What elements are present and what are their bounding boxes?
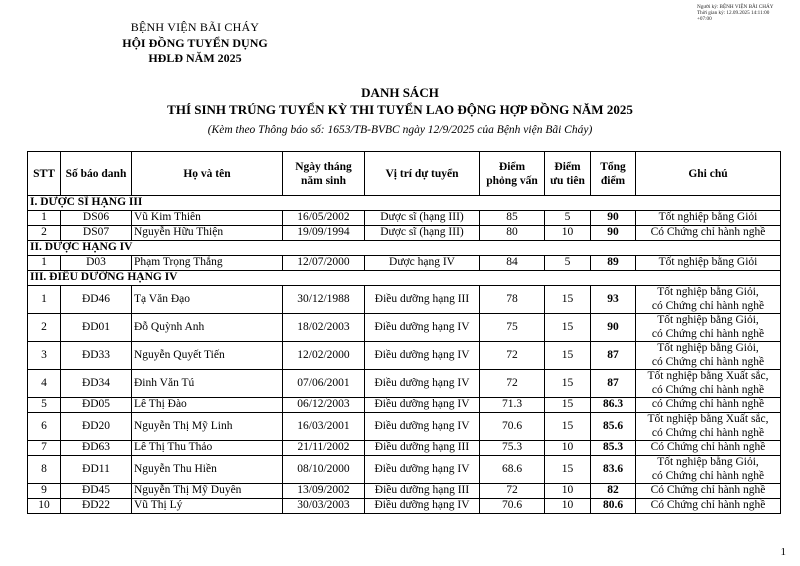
section-title: I. DƯỢC SĨ HẠNG III (28, 196, 781, 211)
council-year: HĐLĐ NĂM 2025 (148, 51, 242, 65)
table-header-row (28, 152, 781, 196)
row-sbd: DS06 (61, 211, 132, 226)
header-dob: Ngày tháng năm sinh (283, 152, 365, 196)
row-priority: 15 (545, 286, 591, 314)
row-priority: 15 (545, 342, 591, 370)
row-stt: 1 (28, 211, 61, 226)
header-interview: Điểm phỏng vấn (480, 152, 545, 196)
row-stt: 9 (28, 484, 61, 499)
row-note-line-1: Tốt nghiệp bằng Giỏi (658, 211, 758, 224)
table-row (28, 441, 781, 456)
row-priority: 15 (545, 413, 591, 441)
row-sbd: ĐD46 (61, 286, 132, 314)
section-row (28, 196, 781, 211)
row-priority: 10 (545, 226, 591, 241)
hospital-name: BỆNH VIỆN BÃI CHÁY (130, 20, 260, 34)
table-row (28, 226, 781, 241)
row-dob: 07/06/2001 (283, 370, 365, 398)
row-interview: 70.6 (480, 413, 545, 441)
row-stt: 5 (28, 398, 61, 413)
row-sbd: ĐD11 (61, 456, 132, 484)
row-note-line-1: Có Chứng chỉ hành nghề (650, 226, 766, 239)
header-sbd: Số báo danh (61, 152, 132, 196)
row-interview: 72 (480, 342, 545, 370)
row-priority: 10 (545, 484, 591, 499)
row-name: Nguyễn Thị Mỹ Duyên (132, 484, 283, 499)
row-position: Điều dưỡng hạng III (365, 286, 480, 314)
row-name: Lê Thị Thu Thảo (132, 441, 283, 456)
row-note (636, 286, 781, 314)
row-note (636, 456, 781, 484)
row-interview: 78 (480, 286, 545, 314)
table-row (28, 499, 781, 514)
row-position: Điều dưỡng hạng IV (365, 456, 480, 484)
row-name: Tạ Văn Đạo (132, 286, 283, 314)
row-dob: 12/02/2000 (283, 342, 365, 370)
header-priority: Điểm ưu tiên (545, 152, 591, 196)
row-interview: 80 (480, 226, 545, 241)
row-sbd: ĐD05 (61, 398, 132, 413)
row-dob: 16/03/2001 (283, 413, 365, 441)
document-title (0, 84, 800, 139)
row-note (636, 211, 781, 226)
row-note (636, 342, 781, 370)
row-interview: 75.3 (480, 441, 545, 456)
row-name: Phạm Trọng Thắng (132, 256, 283, 271)
row-note (636, 370, 781, 398)
row-total: 93 (591, 286, 636, 314)
row-total: 80.6 (591, 499, 636, 514)
row-total: 89 (591, 256, 636, 271)
row-sbd: ĐD63 (61, 441, 132, 456)
row-note-line-1: có Chứng chỉ hành nghề (651, 398, 765, 411)
row-note-line-1: Có Chứng chỉ hành nghề (650, 484, 766, 497)
row-stt: 8 (28, 456, 61, 484)
row-position: Điều dưỡng hạng III (365, 484, 480, 499)
row-interview: 70.6 (480, 499, 545, 514)
row-total: 85.3 (591, 441, 636, 456)
row-position: Điều dưỡng hạng IV (365, 398, 480, 413)
row-priority: 10 (545, 441, 591, 456)
row-dob: 30/12/1988 (283, 286, 365, 314)
row-note (636, 256, 781, 271)
row-total: 90 (591, 211, 636, 226)
row-name: Nguyễn Thị Mỹ Linh (132, 413, 283, 441)
row-note-line-1: Có Chứng chỉ hành nghề (650, 441, 766, 454)
row-total: 85.6 (591, 413, 636, 441)
row-note-line-1: Có Chứng chỉ hành nghề (650, 499, 766, 512)
row-stt: 10 (28, 499, 61, 514)
title-subtitle: (Kèm theo Thông báo số: 1653/TB-BVBC ngày 12/9/2025 của Bệnh viện Bãi Cháy) (207, 124, 593, 136)
row-note-line-1: Tốt nghiệp bằng Xuất sắc, (647, 370, 769, 382)
row-total: 90 (591, 314, 636, 342)
row-position: Điều dưỡng hạng IV (365, 370, 480, 398)
table-row (28, 314, 781, 342)
table-row (28, 256, 781, 271)
row-name: Lê Thị Đào (132, 398, 283, 413)
title-line-1: DANH SÁCH (361, 85, 439, 100)
table-row (28, 342, 781, 370)
row-total: 87 (591, 370, 636, 398)
table-row (28, 456, 781, 484)
row-dob: 21/11/2002 (283, 441, 365, 456)
row-total: 83.6 (591, 456, 636, 484)
section-title: II. DƯỢC HẠNG IV (28, 241, 781, 256)
row-total: 82 (591, 484, 636, 499)
row-interview: 85 (480, 211, 545, 226)
row-priority: 15 (545, 398, 591, 413)
header-name: Họ và tên (132, 152, 283, 196)
row-stt: 1 (28, 256, 61, 271)
row-note (636, 398, 781, 413)
row-dob: 06/12/2003 (283, 398, 365, 413)
row-stt: 3 (28, 342, 61, 370)
signature-signer: Người ký: BỆNH VIỆN BÃI CHÁY (697, 4, 774, 10)
row-dob: 13/09/2002 (283, 484, 365, 499)
row-note-line-2: có Chứng chỉ hành nghề (651, 299, 765, 312)
row-sbd: D03 (61, 256, 132, 271)
row-stt: 2 (28, 226, 61, 241)
digital-signature-stamp (697, 4, 797, 22)
row-note (636, 484, 781, 499)
row-interview: 75 (480, 314, 545, 342)
row-stt: 2 (28, 314, 61, 342)
row-interview: 84 (480, 256, 545, 271)
row-note-line-2: có Chứng chỉ hành nghề (651, 469, 765, 482)
row-interview: 68.6 (480, 456, 545, 484)
row-name: Vũ Thị Lý (132, 499, 283, 514)
row-stt: 7 (28, 441, 61, 456)
header-position: Vị trí dự tuyển (365, 152, 480, 196)
row-position: Điều dưỡng hạng IV (365, 314, 480, 342)
row-name: Nguyễn Hữu Thiện (132, 226, 283, 241)
table-row (28, 398, 781, 413)
row-position: Dược sĩ (hạng III) (365, 226, 480, 241)
issuer-header (100, 20, 290, 67)
row-note-line-1: Tốt nghiệp bằng Giỏi, (657, 456, 759, 468)
row-priority: 5 (545, 256, 591, 271)
row-name: Vũ Kim Thiên (132, 211, 283, 226)
council-name: HỘI ĐỒNG TUYỂN DỤNG (122, 35, 268, 50)
row-interview: 72 (480, 484, 545, 499)
row-sbd: ĐD20 (61, 413, 132, 441)
title-line-2: THÍ SINH TRÚNG TUYỂN KỲ THI TUYỂN LAO ĐỘNG HỢP ĐỒNG NĂM 2025 (167, 102, 633, 117)
row-stt: 4 (28, 370, 61, 398)
row-name: Đỗ Quỳnh Anh (132, 314, 283, 342)
row-sbd: ĐD33 (61, 342, 132, 370)
row-total: 87 (591, 342, 636, 370)
row-position: Dược sĩ (hạng III) (365, 211, 480, 226)
row-note-line-1: Tốt nghiệp bằng Giỏi, (657, 342, 759, 354)
row-total: 86.3 (591, 398, 636, 413)
row-note-line-2: có Chứng chỉ hành nghề (651, 355, 765, 368)
table-row (28, 370, 781, 398)
row-position: Dược hạng IV (365, 256, 480, 271)
row-sbd: DS07 (61, 226, 132, 241)
row-dob: 08/10/2000 (283, 456, 365, 484)
row-stt: 1 (28, 286, 61, 314)
row-note-line-1: Tốt nghiệp bằng Giỏi, (657, 286, 759, 298)
row-note-line-1: Tốt nghiệp bằng Xuất sắc, (647, 413, 769, 425)
candidates-table (27, 151, 781, 514)
row-name: Nguyễn Thu Hiền (132, 456, 283, 484)
row-note (636, 226, 781, 241)
section-row (28, 241, 781, 256)
row-priority: 15 (545, 314, 591, 342)
table-row (28, 211, 781, 226)
page-number: 1 (780, 546, 786, 558)
row-sbd: ĐD45 (61, 484, 132, 499)
row-dob: 12/07/2000 (283, 256, 365, 271)
row-note (636, 413, 781, 441)
row-note-line-1: Tốt nghiệp bằng Giỏi (658, 256, 758, 269)
row-position: Điều dưỡng hạng IV (365, 413, 480, 441)
row-name: Nguyễn Quyết Tiến (132, 342, 283, 370)
row-name: Đinh Văn Tú (132, 370, 283, 398)
row-dob: 18/02/2003 (283, 314, 365, 342)
table-row (28, 413, 781, 441)
row-note-line-2: có Chứng chỉ hành nghề (651, 383, 765, 396)
row-dob: 30/03/2003 (283, 499, 365, 514)
row-position: Điều dưỡng hạng IV (365, 342, 480, 370)
row-note-line-2: có Chứng chỉ hành nghề (651, 426, 765, 439)
table-row (28, 286, 781, 314)
section-title: III. ĐIỀU DƯỠNG HẠNG IV (28, 271, 781, 286)
table-body (28, 196, 781, 514)
row-sbd: ĐD22 (61, 499, 132, 514)
header-stt: STT (28, 152, 61, 196)
row-sbd: ĐD01 (61, 314, 132, 342)
row-note-line-2: có Chứng chỉ hành nghề (651, 327, 765, 340)
row-stt: 6 (28, 413, 61, 441)
row-priority: 10 (545, 499, 591, 514)
section-row (28, 271, 781, 286)
row-interview: 72 (480, 370, 545, 398)
row-position: Điều dưỡng hạng III (365, 441, 480, 456)
row-dob: 19/09/1994 (283, 226, 365, 241)
row-priority: 5 (545, 211, 591, 226)
row-note-line-1: Tốt nghiệp bằng Giỏi, (657, 314, 759, 326)
row-note (636, 441, 781, 456)
row-position: Điều dưỡng hạng IV (365, 499, 480, 514)
header-note: Ghi chú (636, 152, 781, 196)
row-sbd: ĐD34 (61, 370, 132, 398)
row-note (636, 499, 781, 514)
row-priority: 15 (545, 370, 591, 398)
row-dob: 16/05/2002 (283, 211, 365, 226)
signature-timezone: +07:00 (697, 16, 712, 22)
row-priority: 15 (545, 456, 591, 484)
signature-time: Thời gian ký: 12.09.2025 14:11:00 (697, 10, 770, 16)
table-row (28, 484, 781, 499)
row-interview: 71.3 (480, 398, 545, 413)
row-note (636, 314, 781, 342)
row-total: 90 (591, 226, 636, 241)
header-total: Tổng điểm (591, 152, 636, 196)
